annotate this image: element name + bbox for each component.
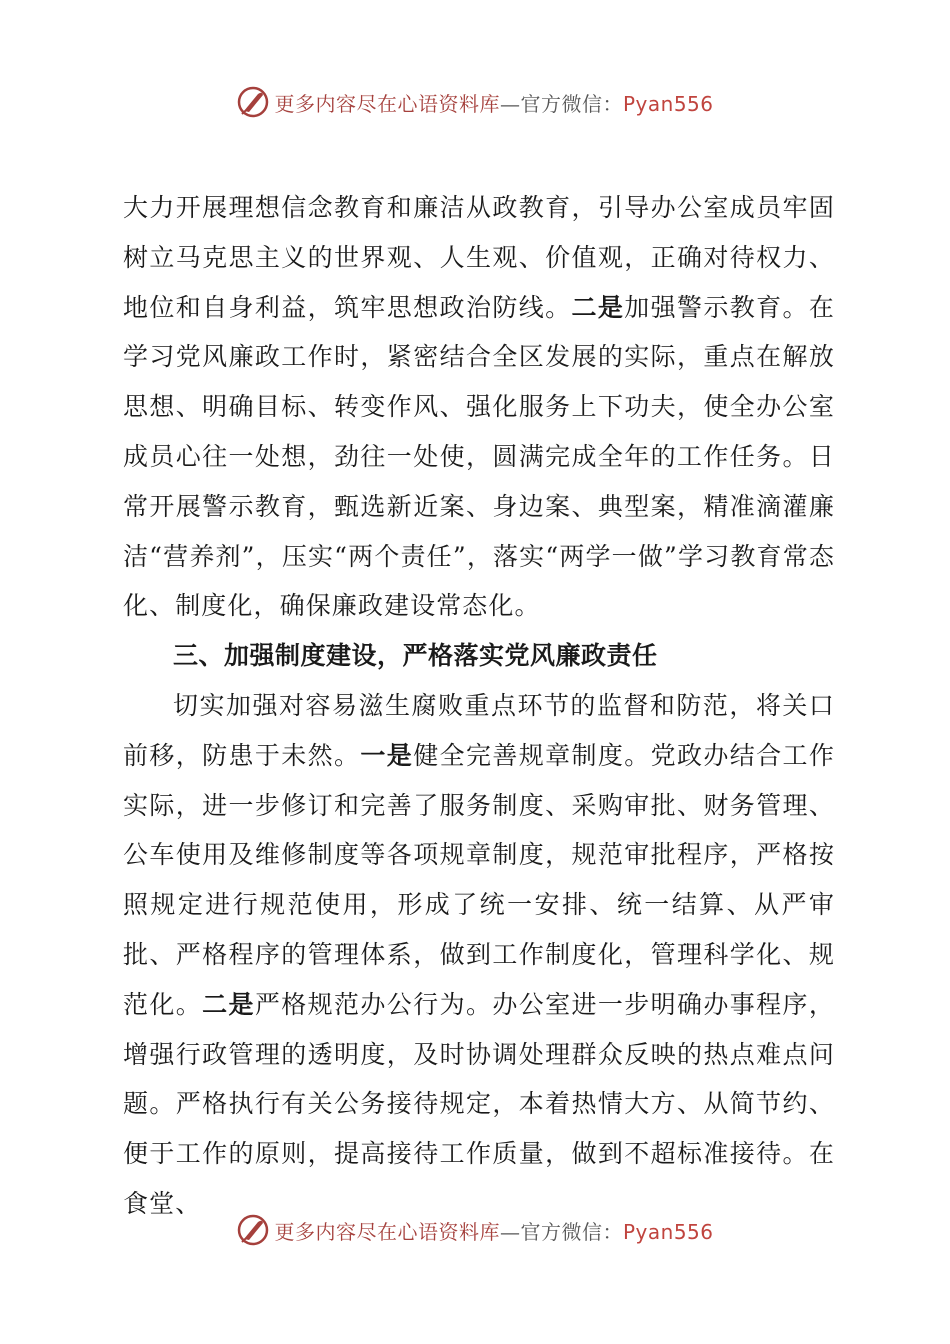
banner-title: 更多内容尽在心语资料库: [274, 91, 500, 116]
banner-label: 官方微信：: [520, 91, 623, 116]
banner-wechat-id: Pyan556: [622, 1219, 714, 1244]
header-banner-text: [274, 88, 713, 117]
quill-logo-icon: [236, 85, 270, 119]
banner-separator: —: [499, 1219, 521, 1244]
document-body: [123, 183, 835, 1229]
footer-banner: [0, 1208, 950, 1252]
bold-marker: 一是: [360, 740, 414, 770]
quill-logo-icon: [236, 1213, 270, 1247]
section-heading: 三、加强制度建设，严格落实党风廉政责任: [173, 641, 658, 671]
footer-banner-text: [274, 1216, 713, 1245]
bold-marker: 二是: [202, 989, 255, 1019]
paragraph-1: 大力开展理想信念教育和廉洁从政教育，引导办公室成员牢固树立马克思主义的世界观、人生观、价值观，正确对待权力、地位和自身利益，筑牢思想政治防线。二是加强警示教育。在学习党风廉政工作时，紧密结合全区发展的实际，重点在解放思想、明确目标、转变作风、强化服务上下功夫，使全办公室成员心往一处想，劲往一处使，圆满完成全年的工作任务。日常开展警示教育，甄选新近案、身边案、典型案，精准滴灌廉洁“营养剂”，压实“两个责任”，落实“两学一做”学习教育常态化、制度化，确保廉政建设常态化。: [123, 193, 835, 621]
bold-marker: 二是: [571, 292, 625, 322]
banner-separator: —: [499, 91, 521, 116]
paragraph-2: 切实加强对容易滋生腐败重点环节的监督和防范，将关口前移，防患于未然。一是健全完善规章制度。党政办结合工作实际，进一步修订和完善了服务制度、采购审批、财务管理、公车使用及维修制度等各项规章制度，规范审批程序，严格按照规定进行规范使用，形成了统一安排、统一结算、从严审批、严格程序的管理体系，做到工作制度化，管理科学化、规范化。二是严格规范办公行为。办公室进一步明确办事程序，增强行政管理的透明度，及时协调处理群众反映的热点难点问题。严格执行有关公务接待规定，本着热情大方、从简节约、便于工作的原则，提高接待工作质量，做到不超标准接待。在食堂、: [123, 690, 835, 1218]
banner-label: 官方微信：: [520, 1219, 623, 1244]
banner-wechat-id: Pyan556: [622, 91, 714, 116]
banner-title: 更多内容尽在心语资料库: [274, 1219, 500, 1244]
header-banner: [0, 80, 950, 124]
